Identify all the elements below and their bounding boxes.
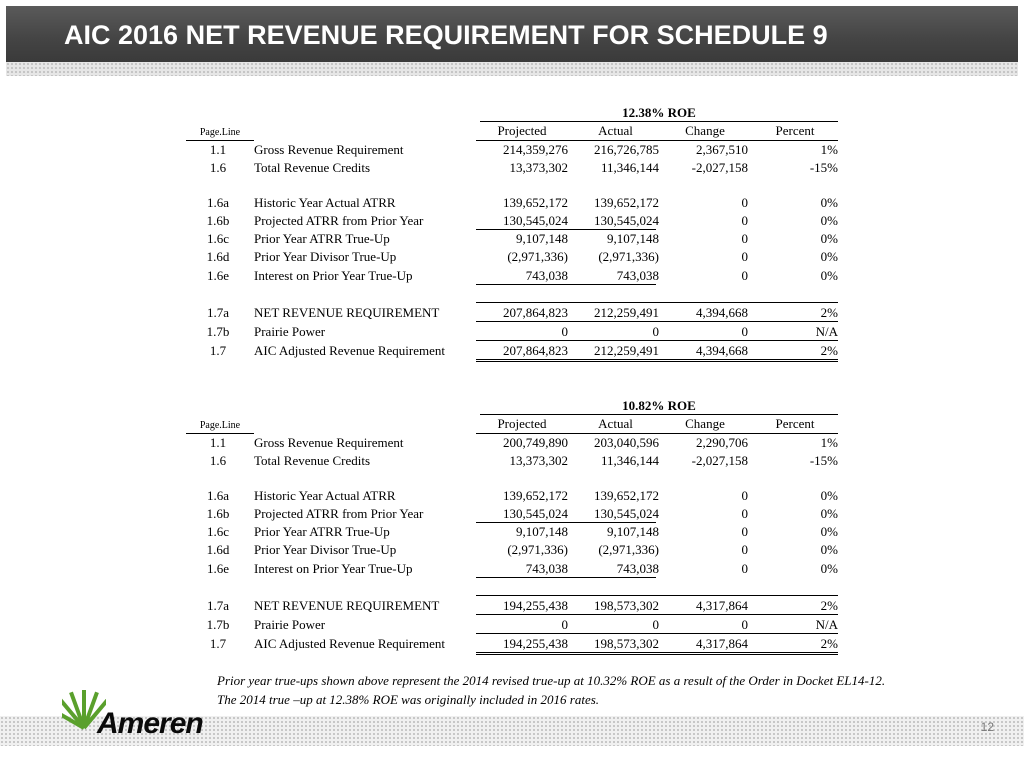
description-cell: Total Revenue Credits — [254, 160, 371, 175]
page-line-cell: 1.6d — [206, 249, 230, 264]
value-cell: 198,573,302 — [594, 598, 659, 613]
table-row — [180, 194, 840, 212]
value-cell: 2% — [820, 636, 838, 651]
value-cell: 0 — [741, 488, 748, 503]
value-cell: 0% — [820, 524, 838, 539]
value-cell: 13,373,302 — [509, 160, 568, 175]
value-cell: 130,545,024 — [594, 213, 659, 228]
value-cell: 194,255,438 — [503, 636, 568, 651]
value-cell: 200,749,890 — [503, 435, 568, 450]
description-cell: Interest on Prior Year True-Up — [254, 561, 413, 576]
value-cell: (2,971,336) — [507, 249, 568, 264]
value-cell: 0% — [820, 561, 838, 576]
value-cell: 9,107,148 — [516, 524, 568, 539]
value-cell: 0% — [820, 231, 838, 246]
page-line-cell: 1.7b — [206, 617, 230, 632]
value-cell: 4,394,668 — [696, 343, 748, 358]
value-cell: 0 — [652, 324, 659, 339]
table-row — [180, 267, 840, 285]
page-line-cell: 1.7 — [209, 636, 227, 651]
page-line-cell: 1.6c — [206, 524, 230, 539]
rule-below-prairie — [476, 633, 838, 634]
column-header: Projected — [497, 123, 547, 138]
value-cell: 207,864,823 — [503, 305, 568, 320]
page-line-cell: 1.7 — [209, 343, 227, 358]
decorative-band-top — [6, 62, 1018, 76]
page-line-cell: 1.6b — [206, 506, 230, 521]
description-cell: Prairie Power — [254, 617, 326, 632]
value-cell: 2% — [820, 598, 838, 613]
column-header: Change — [685, 123, 725, 138]
table-row — [180, 616, 840, 634]
value-cell: 0 — [561, 324, 568, 339]
description-cell: Projected ATRR from Prior Year — [254, 213, 424, 228]
description-cell: Prior Year ATRR True-Up — [254, 231, 390, 246]
page-line-cell: 1.1 — [209, 142, 227, 157]
description-cell: Prairie Power — [254, 324, 326, 339]
table-row — [180, 212, 840, 230]
value-cell: 9,107,148 — [516, 231, 568, 246]
value-cell: 130,545,024 — [503, 506, 568, 521]
value-cell: 0 — [741, 542, 748, 557]
column-header: Actual — [598, 123, 633, 138]
value-cell: 212,259,491 — [594, 343, 659, 358]
page-line-cell: 1.6d — [206, 542, 230, 557]
value-cell: -15% — [809, 160, 838, 175]
value-cell: 2% — [820, 305, 838, 320]
value-cell: 2% — [820, 343, 838, 358]
value-cell: 0 — [741, 524, 748, 539]
value-cell: 4,394,668 — [696, 305, 748, 320]
table-row — [180, 523, 840, 541]
rule-below-net — [476, 614, 838, 615]
page-number: 12 — [980, 720, 994, 734]
page-line-cell: 1.6 — [209, 160, 227, 175]
value-cell: 743,038 — [525, 561, 568, 576]
value-cell: 0 — [741, 506, 748, 521]
value-cell: N/A — [815, 324, 838, 339]
column-header: Change — [685, 416, 725, 431]
value-cell: 130,545,024 — [503, 213, 568, 228]
description-cell: NET REVENUE REQUIREMENT — [254, 598, 440, 613]
value-cell: -15% — [809, 453, 838, 468]
value-cell: 0% — [820, 506, 838, 521]
value-cell: 139,652,172 — [594, 488, 659, 503]
page-line-cell: 1.6a — [206, 488, 230, 503]
value-cell: (2,971,336) — [598, 542, 659, 557]
value-cell: 198,573,302 — [594, 636, 659, 651]
value-cell: 1% — [820, 142, 838, 157]
subtotal-rule — [476, 522, 656, 523]
value-cell: 2,290,706 — [696, 435, 748, 450]
page-line-header: Page.Line — [199, 420, 241, 431]
double-rule-bottom — [476, 361, 838, 362]
page-line-cell: 1.6b — [206, 213, 230, 228]
description-cell: Interest on Prior Year True-Up — [254, 268, 413, 283]
table-row — [180, 230, 840, 248]
value-cell: 0 — [741, 231, 748, 246]
table-row — [180, 505, 840, 523]
value-cell: 203,040,596 — [594, 435, 659, 450]
value-cell: 743,038 — [525, 268, 568, 283]
value-cell: 0 — [741, 213, 748, 228]
value-cell: (2,971,336) — [598, 249, 659, 264]
value-cell: 0 — [652, 617, 659, 632]
table-row — [180, 560, 840, 578]
column-header: Percent — [775, 123, 815, 138]
page-line-header: Page.Line — [199, 127, 241, 138]
table-row — [180, 487, 840, 505]
roe-heading: 10.82% ROE — [622, 398, 696, 413]
page-line-cell: 1.6e — [206, 268, 230, 283]
description-cell: Historic Year Actual ATRR — [254, 195, 396, 210]
value-cell: -2,027,158 — [691, 453, 748, 468]
value-cell: 207,864,823 — [503, 343, 568, 358]
double-rule-top — [476, 652, 838, 653]
rule-after-interest — [476, 577, 656, 578]
column-header: Percent — [775, 416, 815, 431]
description-cell: Prior Year Divisor True-Up — [254, 249, 397, 264]
value-cell: 4,317,864 — [696, 636, 748, 651]
value-cell: 11,346,144 — [600, 160, 659, 175]
table-row — [180, 434, 840, 452]
value-cell: 0% — [820, 488, 838, 503]
page-line-cell: 1.6a — [206, 195, 230, 210]
column-header: Projected — [497, 416, 547, 431]
value-cell: 194,255,438 — [503, 598, 568, 613]
table-row — [180, 597, 840, 615]
description-cell: Historic Year Actual ATRR — [254, 488, 396, 503]
value-cell: 2,367,510 — [696, 142, 748, 157]
page-line-cell: 1.7b — [206, 324, 230, 339]
value-cell: 212,259,491 — [594, 305, 659, 320]
description-cell: Projected ATRR from Prior Year — [254, 506, 424, 521]
value-cell: 0 — [561, 617, 568, 632]
table-row — [180, 159, 840, 177]
footnote-line-2: The 2014 true –up at 12.38% ROE was originally included in 2016 rates. — [217, 692, 600, 707]
description-cell: NET REVENUE REQUIREMENT — [254, 305, 440, 320]
value-cell: 216,726,785 — [594, 142, 659, 157]
footnote — [217, 671, 977, 709]
rule-below-net — [476, 321, 838, 322]
value-cell: 0 — [741, 249, 748, 264]
table-row — [180, 141, 840, 159]
value-cell: 0% — [820, 542, 838, 557]
title-bar — [6, 6, 1018, 62]
value-cell: 214,359,276 — [503, 142, 568, 157]
value-cell: 0 — [741, 617, 748, 632]
rule-above-net — [476, 595, 838, 596]
footnote-line-1: Prior year true-ups shown above represent the 2014 revised true-up at 10.32% ROE as a result of the Order in Docket EL14-12. — [217, 673, 886, 688]
description-cell: Total Revenue Credits — [254, 453, 371, 468]
description-cell: Gross Revenue Requirement — [254, 435, 404, 450]
value-cell: 1% — [820, 435, 838, 450]
value-cell: 0% — [820, 249, 838, 264]
value-cell: 0% — [820, 195, 838, 210]
value-cell: (2,971,336) — [507, 542, 568, 557]
value-cell: 0 — [741, 561, 748, 576]
value-cell: 0 — [741, 195, 748, 210]
value-cell: 743,038 — [616, 561, 659, 576]
page-line-cell: 1.6e — [206, 561, 230, 576]
page-line-cell: 1.6c — [206, 231, 230, 246]
page-line-cell: 1.6 — [209, 453, 227, 468]
logo-wordmark: Ameren — [97, 707, 203, 740]
page-line-cell: 1.7a — [206, 598, 230, 613]
table-row — [180, 452, 840, 470]
table-row — [180, 342, 840, 360]
value-cell: 0 — [741, 268, 748, 283]
rule-after-interest — [476, 284, 656, 285]
description-cell: Prior Year ATRR True-Up — [254, 524, 390, 539]
rule-above-net — [476, 302, 838, 303]
description-cell: Gross Revenue Requirement — [254, 142, 404, 157]
value-cell: 4,317,864 — [696, 598, 748, 613]
description-cell: AIC Adjusted Revenue Requirement — [254, 636, 445, 651]
value-cell: 0% — [820, 268, 838, 283]
value-cell: 13,373,302 — [509, 453, 568, 468]
value-cell: 9,107,148 — [607, 231, 659, 246]
column-header: Actual — [598, 416, 633, 431]
table-row — [180, 541, 840, 559]
page-line-cell: 1.7a — [206, 305, 230, 320]
double-rule-bottom — [476, 654, 838, 655]
description-cell: AIC Adjusted Revenue Requirement — [254, 343, 445, 358]
page-title: AIC 2016 NET REVENUE REQUIREMENT FOR SCHEDULE 9 — [64, 20, 828, 50]
value-cell: 11,346,144 — [600, 453, 659, 468]
value-cell: 9,107,148 — [607, 524, 659, 539]
value-cell: 139,652,172 — [503, 195, 568, 210]
value-cell: 130,545,024 — [594, 506, 659, 521]
roe-heading: 12.38% ROE — [622, 105, 696, 120]
subtotal-rule — [476, 229, 656, 230]
value-cell: 139,652,172 — [503, 488, 568, 503]
table-row — [180, 635, 840, 653]
table-row — [180, 323, 840, 341]
value-cell: 743,038 — [616, 268, 659, 283]
value-cell: -2,027,158 — [691, 160, 748, 175]
value-cell: 0% — [820, 213, 838, 228]
value-cell: 139,652,172 — [594, 195, 659, 210]
table-row — [180, 248, 840, 266]
value-cell: 0 — [741, 324, 748, 339]
page-line-cell: 1.1 — [209, 435, 227, 450]
description-cell: Prior Year Divisor True-Up — [254, 542, 397, 557]
rule-below-prairie — [476, 340, 838, 341]
value-cell: N/A — [815, 617, 838, 632]
table-row — [180, 304, 840, 322]
double-rule-top — [476, 359, 838, 360]
